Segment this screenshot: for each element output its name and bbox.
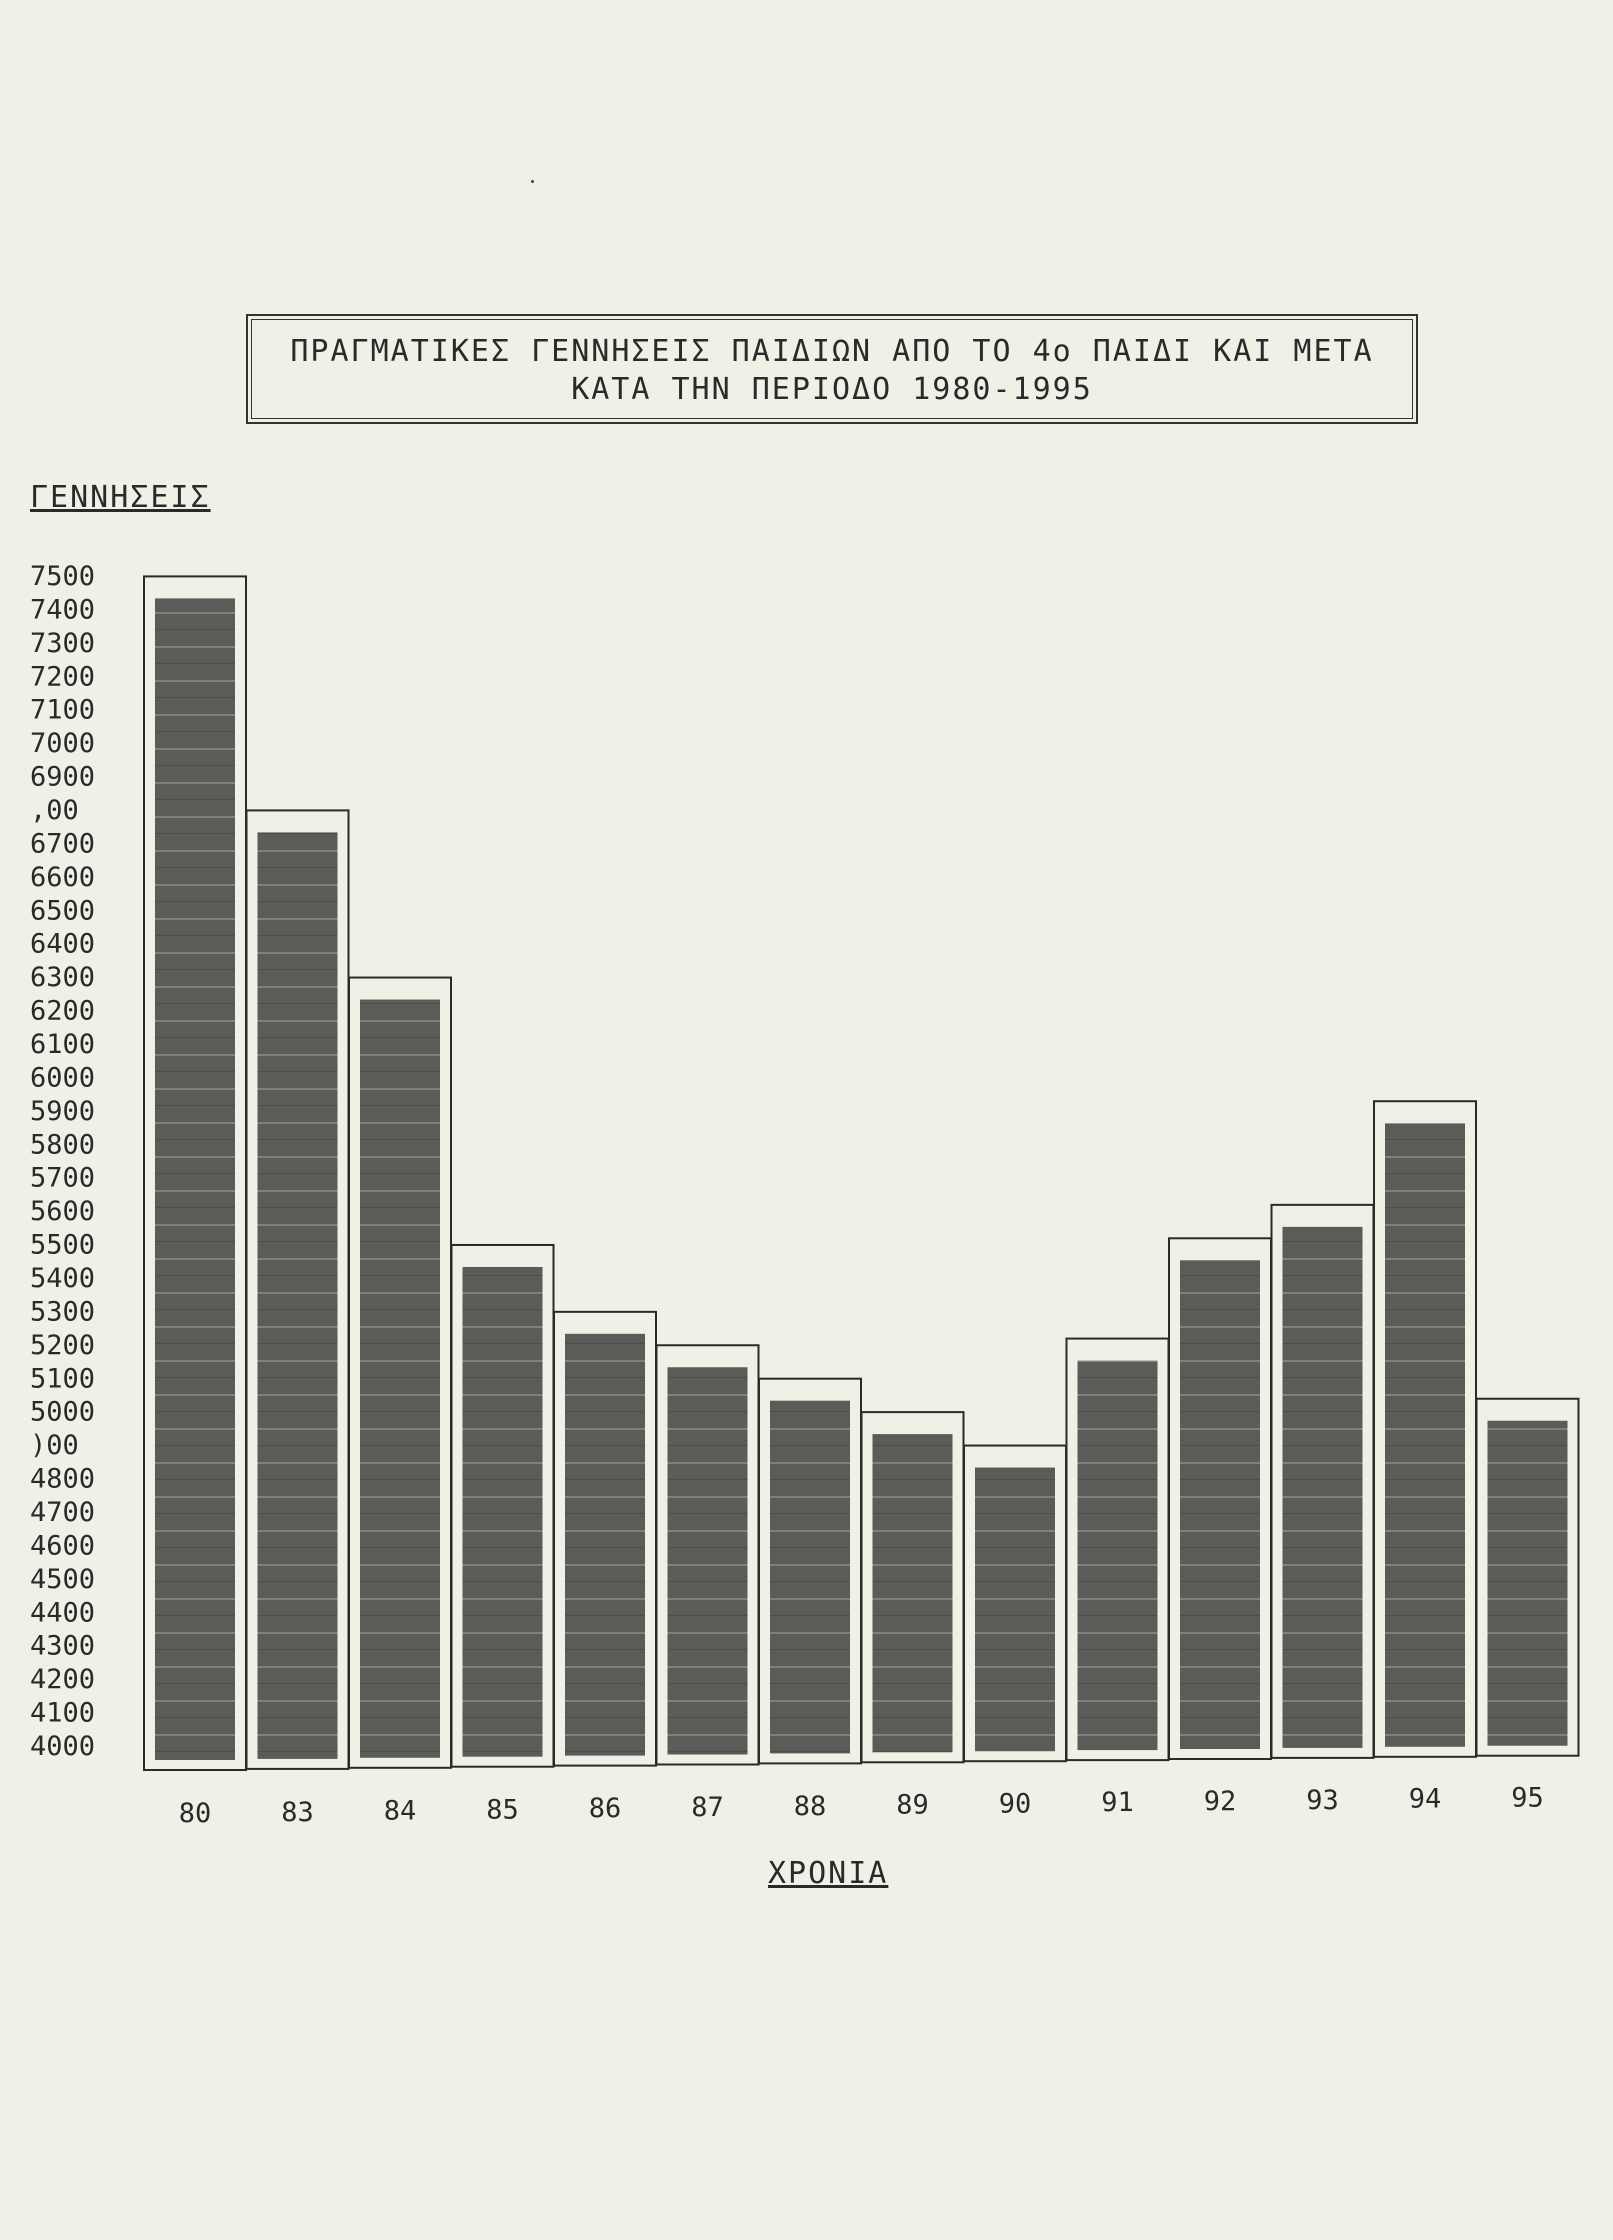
x-tick-label: 85	[486, 1794, 519, 1826]
y-tick-label: 6100	[30, 1029, 96, 1060]
y-tick-label: 5100	[30, 1363, 96, 1395]
y-tick-label: 5900	[30, 1095, 96, 1127]
x-tick-label: 84	[383, 1795, 417, 1827]
bar	[1488, 1421, 1568, 1746]
bar	[1385, 1123, 1465, 1747]
x-tick-label: 90	[998, 1788, 1032, 1820]
bar	[1180, 1260, 1260, 1749]
x-tick-label: 92	[1203, 1786, 1237, 1817]
x-tick-label: 80	[178, 1798, 212, 1829]
y-tick-label: 6700	[30, 828, 96, 860]
y-tick-label: ,00	[30, 795, 79, 826]
y-tick-label: 5800	[30, 1129, 96, 1161]
y-tick-label: 6400	[30, 928, 96, 960]
y-tick-label: 4800	[30, 1463, 96, 1495]
bar	[155, 598, 235, 1760]
x-tick-label: 83	[281, 1796, 314, 1828]
y-tick-label: 4400	[30, 1597, 96, 1629]
bar	[1078, 1361, 1158, 1751]
y-tick-label: 5200	[30, 1329, 96, 1361]
y-tick-label: 4000	[30, 1731, 96, 1762]
y-tick-label: 5300	[30, 1296, 96, 1328]
bar	[463, 1267, 543, 1757]
bar	[360, 1000, 440, 1758]
y-tick-label: 4300	[30, 1630, 96, 1662]
y-tick-label: 6300	[30, 962, 96, 994]
x-tick-label: 87	[691, 1792, 724, 1823]
y-tick-label: 4700	[30, 1497, 96, 1528]
x-tick-label: 93	[1306, 1784, 1339, 1816]
y-tick-label: )00	[30, 1430, 79, 1462]
y-tick-label: 4100	[30, 1697, 96, 1729]
y-tick-label: 6000	[30, 1062, 96, 1094]
y-tick-label: 7400	[30, 594, 96, 626]
y-tick-label: 4200	[30, 1664, 96, 1696]
x-tick-label: 86	[588, 1793, 622, 1825]
y-tick-label: 4600	[30, 1530, 96, 1562]
bar	[975, 1468, 1055, 1752]
y-tick-label: 6200	[30, 995, 96, 1027]
bar	[668, 1367, 748, 1754]
x-tick-label: 95	[1511, 1782, 1544, 1814]
y-tick-label: 6500	[30, 895, 96, 927]
y-axis-label: ΓΕΝΝΗΣΕΙΣ	[30, 480, 211, 515]
x-tick-label: 89	[896, 1789, 929, 1821]
y-tick-label: 6600	[30, 861, 96, 893]
x-tick-label: 88	[793, 1790, 827, 1822]
x-axis-label: ΧΡΟΝΙΑ	[768, 1856, 889, 1891]
y-tick-label: 7500	[30, 561, 96, 592]
y-tick-label: 5000	[30, 1396, 96, 1428]
bar	[565, 1334, 645, 1756]
bar	[873, 1434, 953, 1752]
x-tick-label: 94	[1408, 1783, 1442, 1815]
y-tick-label: 4500	[30, 1563, 96, 1595]
y-tick-label: 6900	[30, 761, 96, 793]
bar	[258, 832, 338, 1759]
x-tick-label: 91	[1101, 1787, 1134, 1819]
y-tick-label: 5500	[30, 1229, 96, 1261]
bar	[1283, 1227, 1363, 1748]
y-tick-label: 7300	[30, 627, 96, 659]
chart-subtitle: ΚΑΤΑ ΤΗΝ ΠΕΡΙΟΔΟ 1980-1995	[571, 372, 1093, 407]
y-tick-label: 5600	[30, 1196, 96, 1228]
chart-title: ΠΡΑΓΜΑΤΙΚΕΣ ΓΕΝΝΗΣΕΙΣ ΠΑΙΔΙΩΝ ΑΠΟ ΤΟ 4ο ΠΑΙΔΙ ΚΑΙ ΜΕΤΑ	[290, 334, 1374, 369]
y-tick-label: 7000	[30, 728, 96, 760]
y-tick-label: 7100	[30, 694, 96, 726]
y-tick-label: 5700	[30, 1162, 96, 1194]
y-tick-label: 7200	[30, 661, 96, 693]
bar	[770, 1401, 850, 1754]
y-tick-label: 5400	[30, 1263, 96, 1294]
